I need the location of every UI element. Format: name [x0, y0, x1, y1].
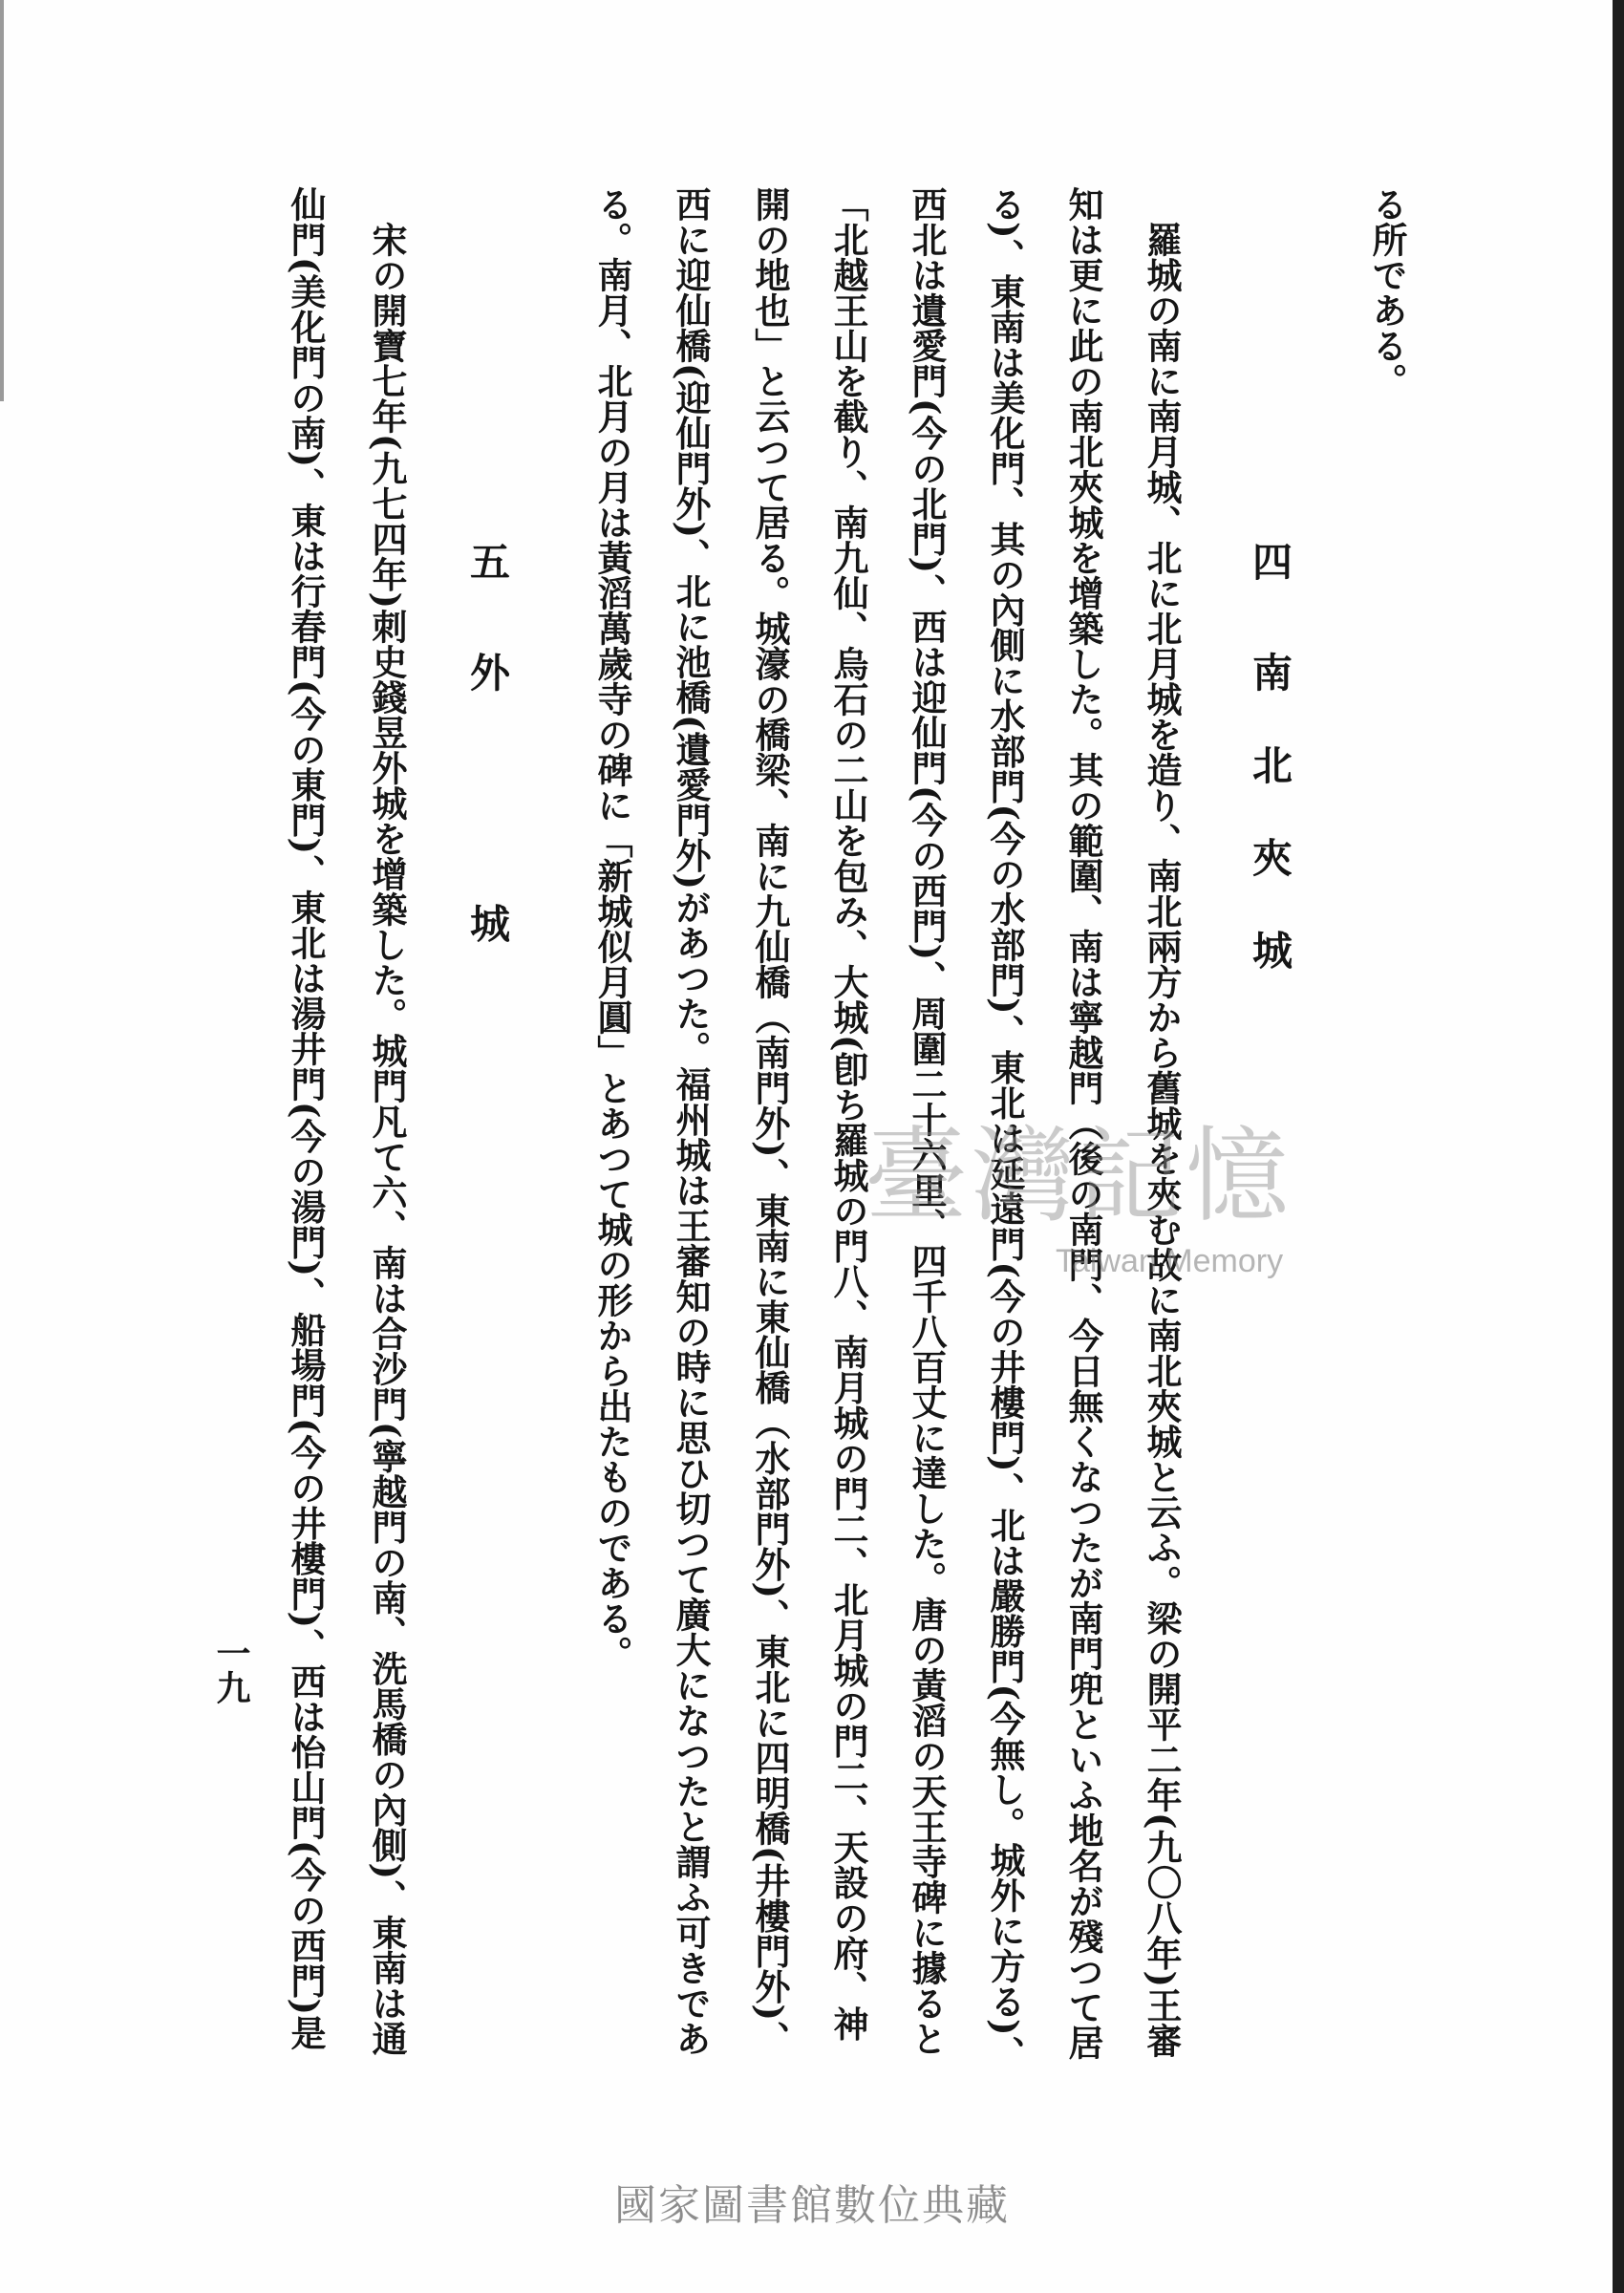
scan-edge-left — [0, 0, 4, 401]
section-5-number: 五 — [464, 541, 511, 581]
section-4-line-3: る)、東南は美化門、其の內側に水部門(今の水部門)、東北は延遠門(今の井樓門)、北は嚴勝門(今無し。城外に方る)、 — [984, 186, 1026, 2071]
scan-edge-right — [1613, 0, 1624, 2293]
section-4-number: 四 — [1247, 541, 1293, 581]
footer-credit: 國家圖書館數位典藏 — [614, 2181, 1010, 2230]
watermark-caption: Taiwan Memory — [1056, 1243, 1284, 1279]
section-5-line-1: 宋の開寶七年(九七四年)刺史錢昱外城を增築した。城門凡て六、南は合沙門(寧越門の南、洗馬橋の內側)、東南は通 — [366, 222, 408, 2057]
section-4-line-5: 「北越王山を截り、南九仙、烏石の二山を包み、大城(卽ち羅城の門八、南月城の門二、北月城の門二、天設の府、神 — [827, 186, 869, 2042]
section-4-line-4: 西北は遺愛門(今の北門)、西は迎仙門(今の西門)、周圍二十六里、四千八百丈に達した。唐の黃滔の天王寺碑に據ると — [906, 186, 948, 2057]
section-4-title: 南北夾城 — [1247, 652, 1293, 1022]
lead-line: る所である。 — [1366, 186, 1408, 398]
section-5-title: 外城 — [464, 652, 511, 1154]
section-4-line-6: 開の地也」と云つて居る。城濠の橋梁、南に九仙橋（南門外)、東南に東仙橋（水部門外)、東北に四明橋(井樓門外)、 — [749, 186, 791, 2057]
section-4-line-8: る。南月、北月の月は黃滔萬歲寺の碑に「新城似月圓」とあつて城の形から出たものである。 — [591, 186, 633, 1671]
section-4-line-7: 西に迎仙橋(迎仙門外)、北に池橋(遺愛門外)があつた。福州城は王審知の時に思ひ切つて廣大になつたと謂ふ可きであ — [670, 186, 712, 2057]
page-number: 一九 — [211, 1636, 251, 1704]
section-4-line-2: 知は更に此の南北夾城を增築した。其の範圍、南は寧越門（後の南門、今日無くなつたが南門兜といふ地名が殘つて居 — [1062, 186, 1104, 2060]
section-5-line-2: 仙門(美化門の南)、東は行春門(今の東門)、東北は湯井門(今の湯門)、船場門(今の井樓門)、西は怡山門(今の西門)是 — [285, 186, 327, 2051]
section-4-line-1: 羅城の南に南月城、北に北月城を造り、南北兩方から舊城を夾む故に南北夾城と云ふ。梁の開平二年(九〇八年)王審 — [1141, 222, 1183, 2059]
watermark-logo: 臺灣記憶 — [865, 1117, 1293, 1236]
